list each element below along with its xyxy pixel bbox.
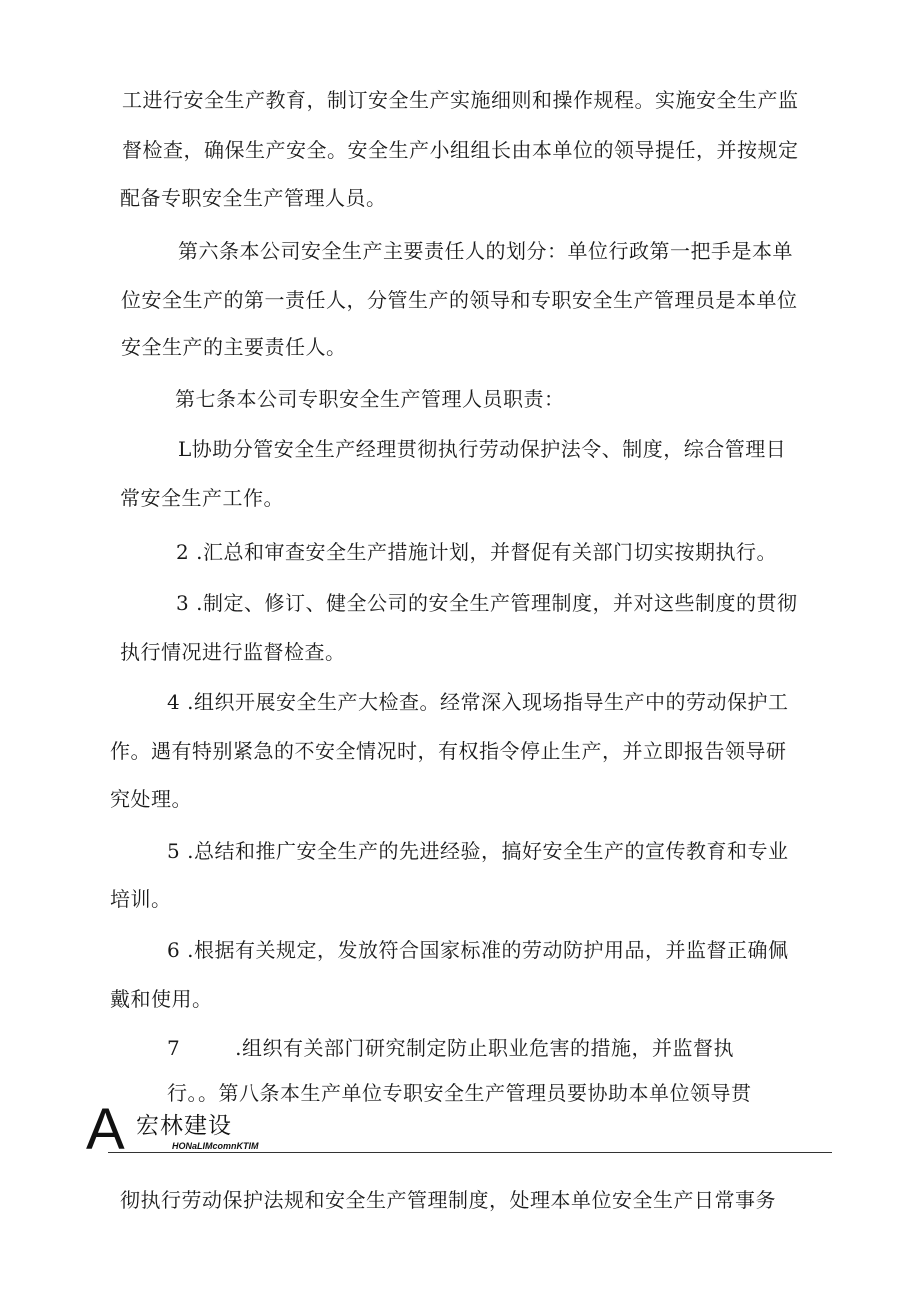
text-line: 3 .制定、修订、健全公司的安全生产管理制度，并对这些制度的贯彻 [176, 591, 798, 615]
text-line: 2 .汇总和审查安全生产措施计划，并督促有关部门切实按期执行。 [176, 540, 777, 564]
text-line: 第六条本公司安全生产主要责任人的划分：单位行政第一把手是本单 [178, 239, 793, 263]
text-line: 常安全生产工作。 [120, 486, 284, 510]
text-line: 作。遇有特别紧急的不安全情况时，有权指令停止生产，并立即报告领导研 [110, 739, 787, 763]
company-name-en: HONaLIMcomnKTIM [172, 1141, 259, 1151]
text-line: 戴和使用。 [110, 987, 213, 1011]
text-line: 第七条本公司专职安全生产管理人员职责： [175, 387, 565, 411]
header-divider [108, 1152, 832, 1153]
text-line: 4 .组织开展安全生产大检查。经常深入现场指导生产中的劳动保护工 [167, 690, 789, 714]
text-line: 督检查，确保生产安全。安全生产小组组长由本单位的领导提任，并按规定 [122, 138, 799, 162]
text-line: 行。。第八条本生产单位专职安全生产管理员要协助本单位领导贯 [167, 1081, 752, 1105]
text-line: 5 .总结和推广安全生产的先进经验，搞好安全生产的宣传教育和专业 [167, 839, 789, 863]
text-line: L协助分管安全生产经理贯彻执行劳动保护法令、制度，综合管理日 [178, 437, 787, 461]
text-line: 位安全生产的第一责任人，分管生产的领导和专职安全生产管理员是本单位 [121, 288, 798, 312]
text-line: 执行情况进行监督检查。 [120, 640, 346, 664]
company-logo-mark: A [86, 1097, 125, 1162]
text-line: 彻执行劳动保护法规和安全生产管理制度，处理本单位安全生产日常事务 [120, 1188, 776, 1212]
text-line: 安全生产的主要责任人。 [121, 335, 347, 359]
text-line: 培训。 [110, 887, 172, 911]
company-name-cn: 宏林建设 [136, 1113, 232, 1139]
text-line: 6 .根据有关规定，发放符合国家标准的劳动防护用品，并监督正确佩 [167, 938, 789, 962]
text-line: 7 .组织有关部门研究制定防止职业危害的措施，并监督执 [167, 1036, 734, 1060]
text-line: 工进行安全生产教育，制订安全生产实施细则和操作规程。实施安全生产监 [122, 88, 799, 112]
text-line: 究处理。 [110, 787, 192, 811]
text-line: 配备专职安全生产管理人员。 [120, 186, 387, 210]
